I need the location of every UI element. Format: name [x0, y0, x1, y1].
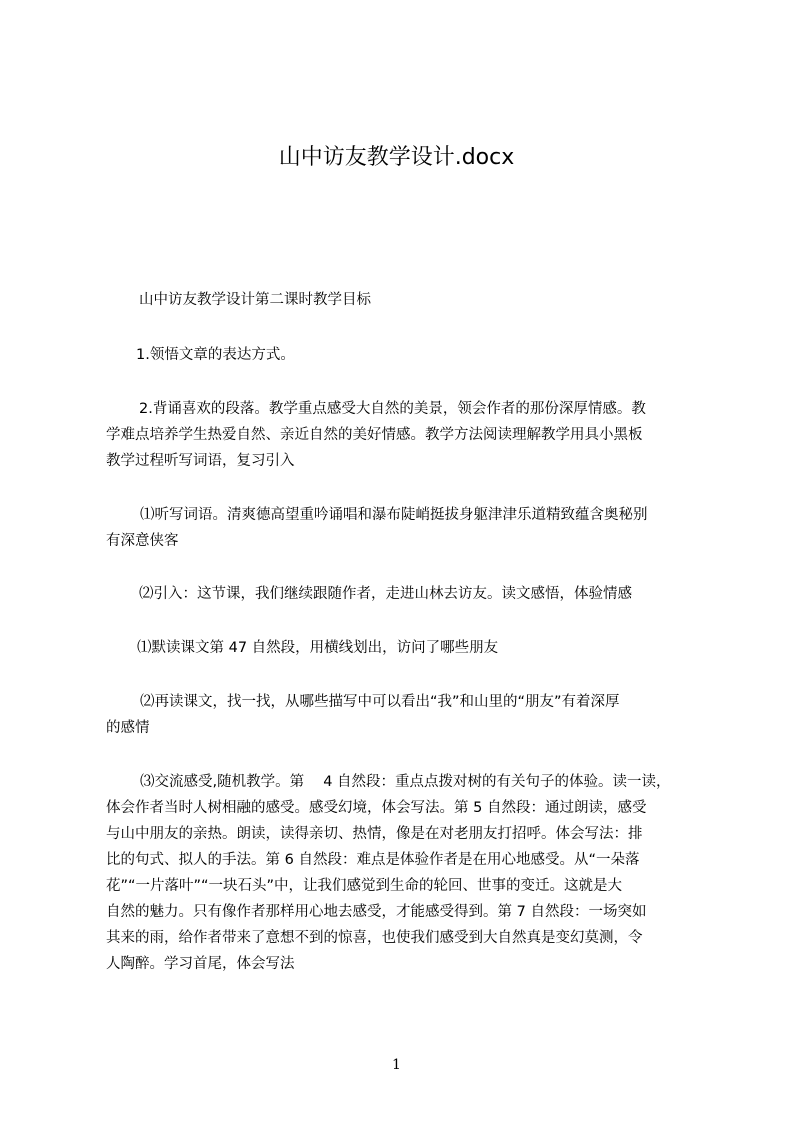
- paragraph-line: 学难点培养学生热爱自然、亲近自然的美好情感。教学方法阅读理解教学用具小黑板: [106, 427, 643, 443]
- paragraph-line: ⑵再读课文，找一找，从哪些描写中可以看出“我”和山里的“朋友”有着深厚: [140, 694, 620, 710]
- document-title: 山中访友教学设计.docx: [278, 145, 515, 170]
- paragraph-line: 与山中朋友的亲热。朗读，读得亲切、热情，像是在对老朋友打招呼。体会写法：排: [106, 826, 643, 842]
- paragraph-line: 有深意侠客: [106, 533, 179, 549]
- paragraph-line: 教学过程听写词语，复习引入: [106, 453, 295, 469]
- goal-1: 1.领悟文章的表达方式。: [136, 347, 295, 363]
- paragraph-line: 自然的魅力。只有像作者那样用心地去感受，才能感受得到。第 7 自然段：一场突如: [106, 904, 647, 920]
- paragraph-line: 其来的雨，给作者带来了意想不到的惊喜，也使我们感受到大自然真是变幻莫测，令: [106, 930, 643, 946]
- paragraph-line: 比的句式、拟人的手法。第 6 自然段：难点是体验作者是在用心地感受。从“一朵落: [106, 852, 640, 868]
- page-number: 1: [392, 1057, 401, 1073]
- reread-paragraph: [106, 692, 620, 744]
- lesson-heading: 山中访友教学设计第二课时教学目标: [139, 292, 371, 308]
- paragraph-line: 的感情: [106, 720, 150, 736]
- dictation-paragraph: [106, 505, 648, 557]
- paragraph-line: 体会作者当时人树相融的感受。感受幻境，体会写法。第 5 自然段：通过朗读，感受: [106, 800, 647, 816]
- goal-2-paragraph: [106, 399, 646, 477]
- paragraph-line: ⑶交流感受,随机教学。第 4 自然段：重点点拨对树的有关句子的体验。读一读，: [140, 774, 671, 790]
- introduction-line: ⑵引入：这节课，我们继续跟随作者，走进山林去访友。读文感悟，体验情感: [139, 586, 632, 602]
- paragraph-line: 花”“一片落叶”“一块石头”中，让我们感觉到生命的轮回、世事的变迁。这就是大: [106, 878, 623, 894]
- paragraph-line: 2.背诵喜欢的段落。教学重点感受大自然的美景，领会作者的那份深厚情感。教: [139, 401, 646, 417]
- paragraph-line: 人陶醉。学习首尾，体会写法: [106, 956, 295, 972]
- discussion-paragraph: [106, 772, 671, 980]
- paragraph-line: ⑴听写词语。清爽德高望重吟诵唱和瀑布陡峭挺拔身躯津津乐道精致蕴含奥秘别: [140, 507, 648, 523]
- silent-reading-line: ⑴默读课文第 47 自然段，用横线划出，访问了哪些朋友: [137, 640, 499, 656]
